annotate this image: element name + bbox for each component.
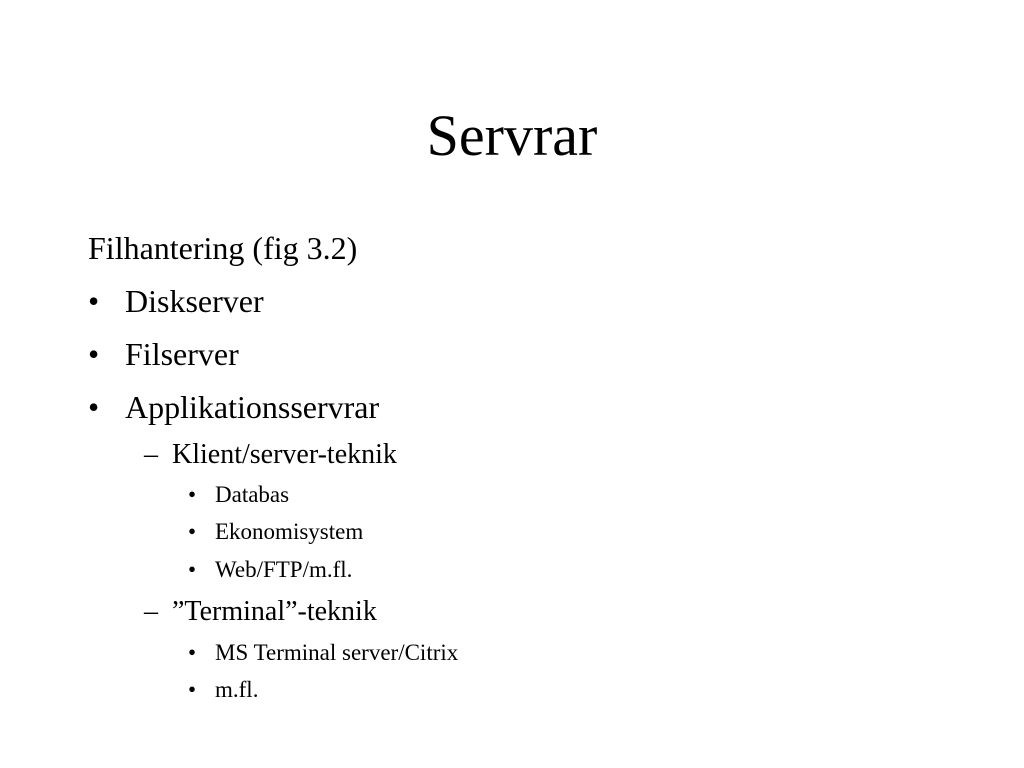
- bullet-icon: •: [188, 640, 197, 665]
- list-item-label: Applikationsservrar: [125, 389, 380, 425]
- sub-sub-item-label: m.fl.: [215, 677, 259, 702]
- sub-item-label: ”Terminal”-teknik: [172, 596, 377, 627]
- dash-icon: –: [144, 596, 158, 627]
- bullet-icon: •: [188, 519, 197, 544]
- dash-icon: –: [144, 439, 158, 470]
- section-heading: Filhantering (fig 3.2): [88, 230, 358, 266]
- sub-sub-item-label: Ekonomisystem: [215, 519, 364, 544]
- slide-title: Servrar: [426, 103, 598, 168]
- sub-item-label: Klient/server-teknik: [172, 439, 397, 470]
- bullet-icon: •: [88, 283, 100, 319]
- sub-sub-item-label: MS Terminal server/Citrix: [215, 640, 459, 665]
- bullet-icon: •: [88, 336, 100, 372]
- bullet-icon: •: [188, 677, 197, 702]
- list-item-label: Filserver: [125, 336, 239, 372]
- bullet-icon: •: [188, 557, 197, 582]
- sub-sub-item-label: Web/FTP/m.fl.: [215, 557, 353, 582]
- sub-sub-item-label: Databas: [215, 482, 290, 507]
- list-item-label: Diskserver: [125, 283, 264, 319]
- bullet-icon: •: [88, 389, 100, 425]
- bullet-icon: •: [188, 482, 197, 507]
